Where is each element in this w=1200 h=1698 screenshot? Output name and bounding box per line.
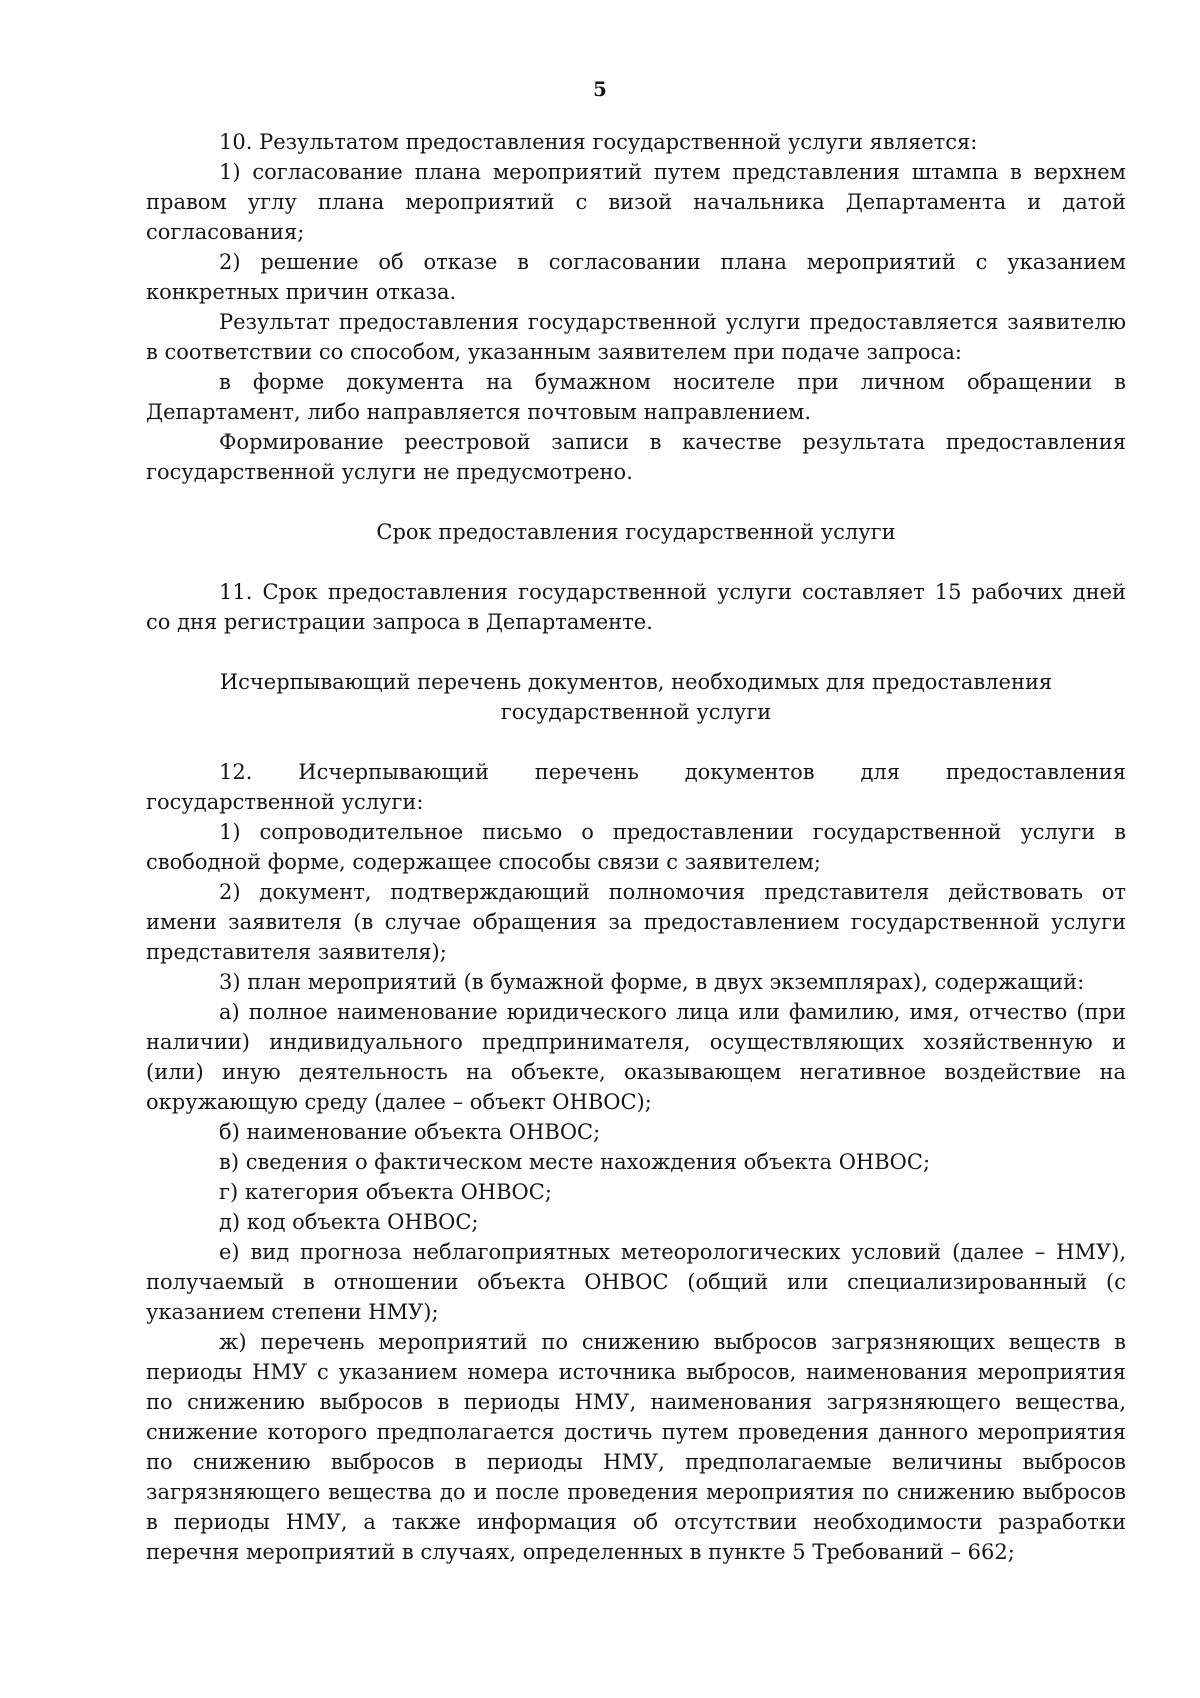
text-line: в периоды НМУ, а также информация об отсутствии необходимости разработки <box>146 1510 1126 1534</box>
text-line: снижение которого предполагается достичь путем проведения данного мероприятия <box>146 1420 1126 1444</box>
text-line: е) вид прогноза неблагоприятных метеорологических условий (далее – НМУ), <box>219 1240 1126 1264</box>
text-line: 2) решение об отказе в согласовании плана мероприятий с указанием <box>219 250 1126 274</box>
text-line: 2) документ, подтверждающий полномочия представителя действовать от <box>219 880 1126 904</box>
paragraph-11: 11. Срок предоставления государственной услуги составляет 15 рабочих дней <box>219 580 1126 604</box>
text-line: имени заявителя (в случае обращения за предоставлением государственной услуги <box>146 910 1126 934</box>
text-line: по снижению выбросов в периоды НМУ, предполагаемые величины выбросов <box>146 1450 1126 1474</box>
text-line: конкретных причин отказа. <box>146 280 457 304</box>
text-line: Департамент, либо направляется почтовым направлением. <box>146 400 812 424</box>
text-line: Результат предоставления государственной услуги предоставляется заявителю <box>219 310 1126 334</box>
section-heading-term: Срок предоставления государственной услуги <box>376 520 896 544</box>
text-line: государственной услуги не предусмотрено. <box>146 460 633 484</box>
text-line: б) наименование объекта ОНВОС; <box>219 1120 601 1144</box>
text-line: правом углу плана мероприятий с визой начальника Департамента и датой <box>146 190 1126 214</box>
text-line: перечня мероприятий в случаях, определенных в пункте 5 Требований – 662; <box>146 1540 1015 1564</box>
text-line: периоды НМУ с указанием номера источника выбросов, наименования мероприятия <box>146 1360 1126 1384</box>
section-heading-documents-line2: государственной услуги <box>500 700 772 724</box>
text-line: Формирование реестровой записи в качестве результата предоставления <box>219 430 1126 454</box>
text-line: государственной услуги: <box>146 790 424 814</box>
paragraph-10-heading: 10. Результатом предоставления государственной услуги является: <box>219 130 978 154</box>
text-line: г) категория объекта ОНВОС; <box>219 1180 552 1204</box>
text-line: указанием степени НМУ); <box>146 1300 439 1324</box>
text-line: (или) иную деятельность на объекте, оказывающем негативное воздействие на <box>146 1060 1126 1084</box>
paragraph-12: 12. Исчерпывающий перечень документов для предоставления <box>219 760 1126 784</box>
text-line: по снижению выбросов в периоды НМУ, наименования загрязняющего вещества, <box>146 1390 1126 1414</box>
text-line: в) сведения о фактическом месте нахождения объекта ОНВОС; <box>219 1150 931 1174</box>
page-number: 5 <box>593 77 607 101</box>
text-line: наличии) индивидуального предпринимателя, осуществляющих хозяйственную и <box>146 1030 1126 1054</box>
text-line: загрязняющего вещества до и после проведения мероприятия по снижению выбросов <box>146 1480 1126 1504</box>
text-line: в соответствии со способом, указанным заявителем при подаче запроса: <box>146 340 962 364</box>
text-line: 3) план мероприятий (в бумажной форме, в двух экземплярах), содержащий: <box>219 970 1085 994</box>
text-line: со дня регистрации запроса в Департаменте. <box>146 610 653 634</box>
text-line: свободной форме, содержащее способы связи с заявителем; <box>146 850 821 874</box>
text-line: окружающую среду (далее – объект ОНВОС); <box>146 1090 652 1114</box>
text-line: представителя заявителя); <box>146 940 447 964</box>
text-line: в форме документа на бумажном носителе при личном обращении в <box>219 370 1126 394</box>
document-body <box>146 127 1126 1567</box>
section-heading-documents: Исчерпывающий перечень документов, необходимых для предоставления <box>219 670 1053 694</box>
text-line: ж) перечень мероприятий по снижению выбросов загрязняющих веществ в <box>219 1330 1126 1354</box>
text-line: а) полное наименование юридического лица или фамилию, имя, отчество (при <box>219 1000 1126 1024</box>
text-line: согласования; <box>146 220 305 244</box>
text-line: д) код объекта ОНВОС; <box>219 1210 479 1234</box>
text-line: 1) сопроводительное письмо о предоставлении государственной услуги в <box>219 820 1126 844</box>
text-line: 1) согласование плана мероприятий путем представления штампа в верхнем <box>219 160 1126 184</box>
text-line: получаемый в отношении объекта ОНВОС (общий или специализированный (с <box>146 1270 1126 1294</box>
